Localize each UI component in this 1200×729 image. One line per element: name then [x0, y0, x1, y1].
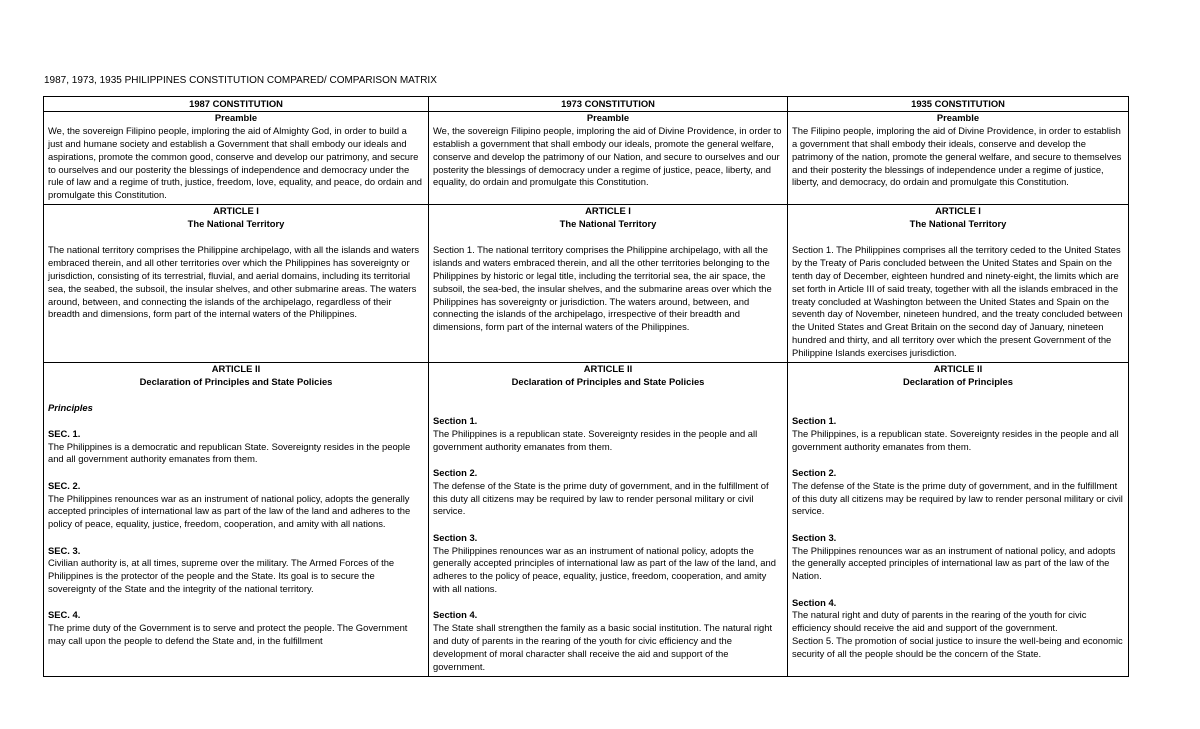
section-text: The Philippines is a democratic and republican State. Sovereignty resides in the people and all government authority emanates from them. — [48, 440, 411, 465]
article-heading: ARTICLE II — [211, 363, 261, 375]
article-2-cell-1935 — [788, 363, 1129, 677]
section-label: SEC. 4. — [48, 609, 81, 621]
preamble-cell-1987 — [44, 111, 429, 204]
column-header-1987: 1987 CONSTITUTION — [44, 97, 429, 112]
column-header-1935: 1935 CONSTITUTION — [788, 97, 1129, 112]
section-label: Section 2. — [433, 466, 478, 478]
article-heading: ARTICLE I — [213, 205, 259, 217]
section-text: The State shall strengthen the family as a basic social institution. The natural right and duty of parents in the rearing of the youth for civic efficiency and the development of moral character shall receive the aid and support of the government. — [433, 622, 773, 673]
section-5-text: Section 5. The promotion of social justice to insure the well-being and economic security of all the people should be the concern of the State. — [792, 635, 1123, 660]
preamble-heading: Preamble — [586, 111, 630, 123]
article-subheading: The National Territory — [187, 218, 285, 230]
page-title: 1987, 1973, 1935 PHILIPPINES CONSTITUTION COMPARED/ COMPARISON MATRIX — [44, 75, 437, 86]
article-subheading: Declaration of Principles and State Policies — [139, 376, 333, 388]
preamble-row — [44, 111, 1129, 204]
section-text: Civilian authority is, at all times, supreme over the military. The Armed Forces of the Philippines is the protector of the people and the State. Its goal is to secure the sovereignty of the State and the integrity of the national territory. — [48, 557, 395, 595]
section-label: Section 2. — [792, 466, 837, 478]
section-label: SEC. 2. — [48, 479, 81, 491]
preamble-cell-1973 — [429, 111, 788, 204]
article-heading: ARTICLE I — [585, 205, 631, 217]
preamble-cell-1935 — [788, 111, 1129, 204]
section-label: Section 4. — [792, 596, 837, 608]
section-text: The Philippines renounces war as an instrument of national policy, adopts the generally accepted principles of international law as part of the law of the land and adheres to the policy of peace, equality, justice, freedom, cooperation, and amity with all nations. — [48, 492, 411, 530]
article-1-cell-1987 — [44, 205, 429, 363]
section-text: The Philippines renounces war as an instrument of national policy, and adopts the generally accepted principles of international law as part of the law of the Nation. — [792, 544, 1116, 582]
preamble-heading: Preamble — [214, 111, 258, 123]
preamble-text-1973: We, the sovereign Filipino people, imploring the aid of Divine Providence, in order to establish a government that shall embody our ideals, promote the general welfare, conserve and develop the patrimony of our Nation, and secure to ourselves and our posterity the blessings of democracy under a regime of justice, peace, liberty, and equality, do ordain and promulgate this Constitution. — [433, 124, 782, 188]
section-text: The defense of the State is the prime duty of government, and in the fulfillment of this duty all citizens may be required by law to render personal military or civil service. — [433, 479, 769, 517]
article-heading: ARTICLE I — [935, 205, 981, 217]
section-label: Section 1. — [792, 414, 837, 426]
principles-label: Principles — [48, 401, 93, 413]
section-text: The Philippines, is a republican state. Sovereignty resides in the people and all government authority emanates from them. — [792, 427, 1119, 452]
header-row — [44, 97, 1129, 112]
column-header-1973: 1973 CONSTITUTION — [429, 97, 788, 112]
article-1-cell-1973 — [429, 205, 788, 363]
article-subheading: The National Territory — [909, 218, 1007, 230]
article-2-cell-1987 — [44, 363, 429, 677]
article-2-row — [44, 363, 1129, 677]
article-1-text-1935: Section 1. The Philippines comprises all the territory ceded to the United States by the Treaty of Paris concluded between the United States and Spain on the tenth day of December, eighteen hundred and ninety-eight, the limits which are set forth in Article III of said treaty, together with all the islands embraced in the treaty concluded at Washington between the United States and Spain on the seventh day of November, nineteen hundred, and the treaty concluded between the United States and Great Britain on the second day of January, nineteen hundred and thirty, and all territory over which the present Government of the Philippine Islands exercises jurisdiction. — [792, 243, 1123, 359]
article-1-text-1973: Section 1. The national territory comprises the Philippine archipelago, with all the islands and waters embraced therein, and all the other territories belonging to the Philippines by historic or legal title, including the territorial sea, the air space, the subsoil, the sea-bed, the insular shelves, and the submarine areas over which the Philippines has sovereignty or jurisdiction. The waters around, between, and connecting the islands of the archipelago, irrespective of their breadth and dimensions, form part of the internal waters of the Philippines. — [433, 243, 772, 333]
section-label: SEC. 3. — [48, 544, 81, 556]
section-label: Section 4. — [433, 609, 478, 621]
section-text: The defense of the State is the prime duty of government, and in the fulfillment of this duty all citizens may be required by law to render personal military or civil service. — [792, 479, 1123, 517]
article-heading: ARTICLE II — [583, 363, 633, 375]
article-subheading: The National Territory — [559, 218, 657, 230]
article-1-cell-1935 — [788, 205, 1129, 363]
section-label: Section 3. — [433, 531, 478, 543]
article-subheading: Declaration of Principles and State Policies — [511, 376, 705, 388]
section-text: The prime duty of the Government is to serve and protect the people. The Government may call upon the people to defend the State and, in the fulfillment — [48, 622, 408, 647]
section-label: Section 1. — [433, 414, 478, 426]
section-text: The Philippines is a republican state. Sovereignty resides in the people and all government authority emanates from them. — [433, 427, 758, 452]
comparison-matrix-table — [43, 96, 1129, 677]
preamble-heading: Preamble — [936, 111, 980, 123]
preamble-text-1987: We, the sovereign Filipino people, imploring the aid of Almighty God, in order to build a just and humane society and establish a Government that shall embody our ideals and aspirations, promote the common good, conserve and develop our patrimony, and secure to ourselves and our posterity the blessings of independence and democracy under the rule of law and a regime of truth, justice, freedom, love, equality, and peace, do ordain and promulgate this Constitution. — [48, 124, 423, 201]
section-label: Section 3. — [792, 531, 837, 543]
article-heading: ARTICLE II — [933, 363, 983, 375]
section-label: SEC. 1. — [48, 427, 81, 439]
article-2-cell-1973 — [429, 363, 788, 677]
article-subheading: Declaration of Principles — [903, 376, 1013, 388]
article-1-text-1987: The national territory comprises the Philippine archipelago, with all the islands and waters embraced therein, and all other territories over which the Philippines has sovereignty or jurisdiction, consisting of its terrestrial, fluvial, and aerial domains, including its territorial sea, the seabed, the subsoil, the insular shelves, and other submarine areas. The waters around, between, and connecting the islands of the archipelago, regardless of their breadth and dimensions, form part of the internal waters of the Philippines. — [48, 243, 420, 320]
preamble-text-1935: The Filipino people, imploring the aid of Divine Providence, in order to establish a government that shall embody their ideals, conserve and develop the patrimony of the nation, promote the general welfare, and secure to themselves and their posterity the blessings of independence under a regime of justice, liberty, and democracy, do ordain and promulgate this Constitution. — [792, 124, 1122, 188]
section-text: The Philippines renounces war as an instrument of national policy, adopts the generally accepted principles of international law as part of the law of the land, and adheres to the policy of peace, equality, justice, freedom, cooperation, and amity with all nations. — [433, 544, 776, 595]
section-text: The natural right and duty of parents in the rearing of the youth for civic efficiency should receive the aid and support of the government. — [792, 609, 1087, 634]
article-1-row — [44, 205, 1129, 363]
